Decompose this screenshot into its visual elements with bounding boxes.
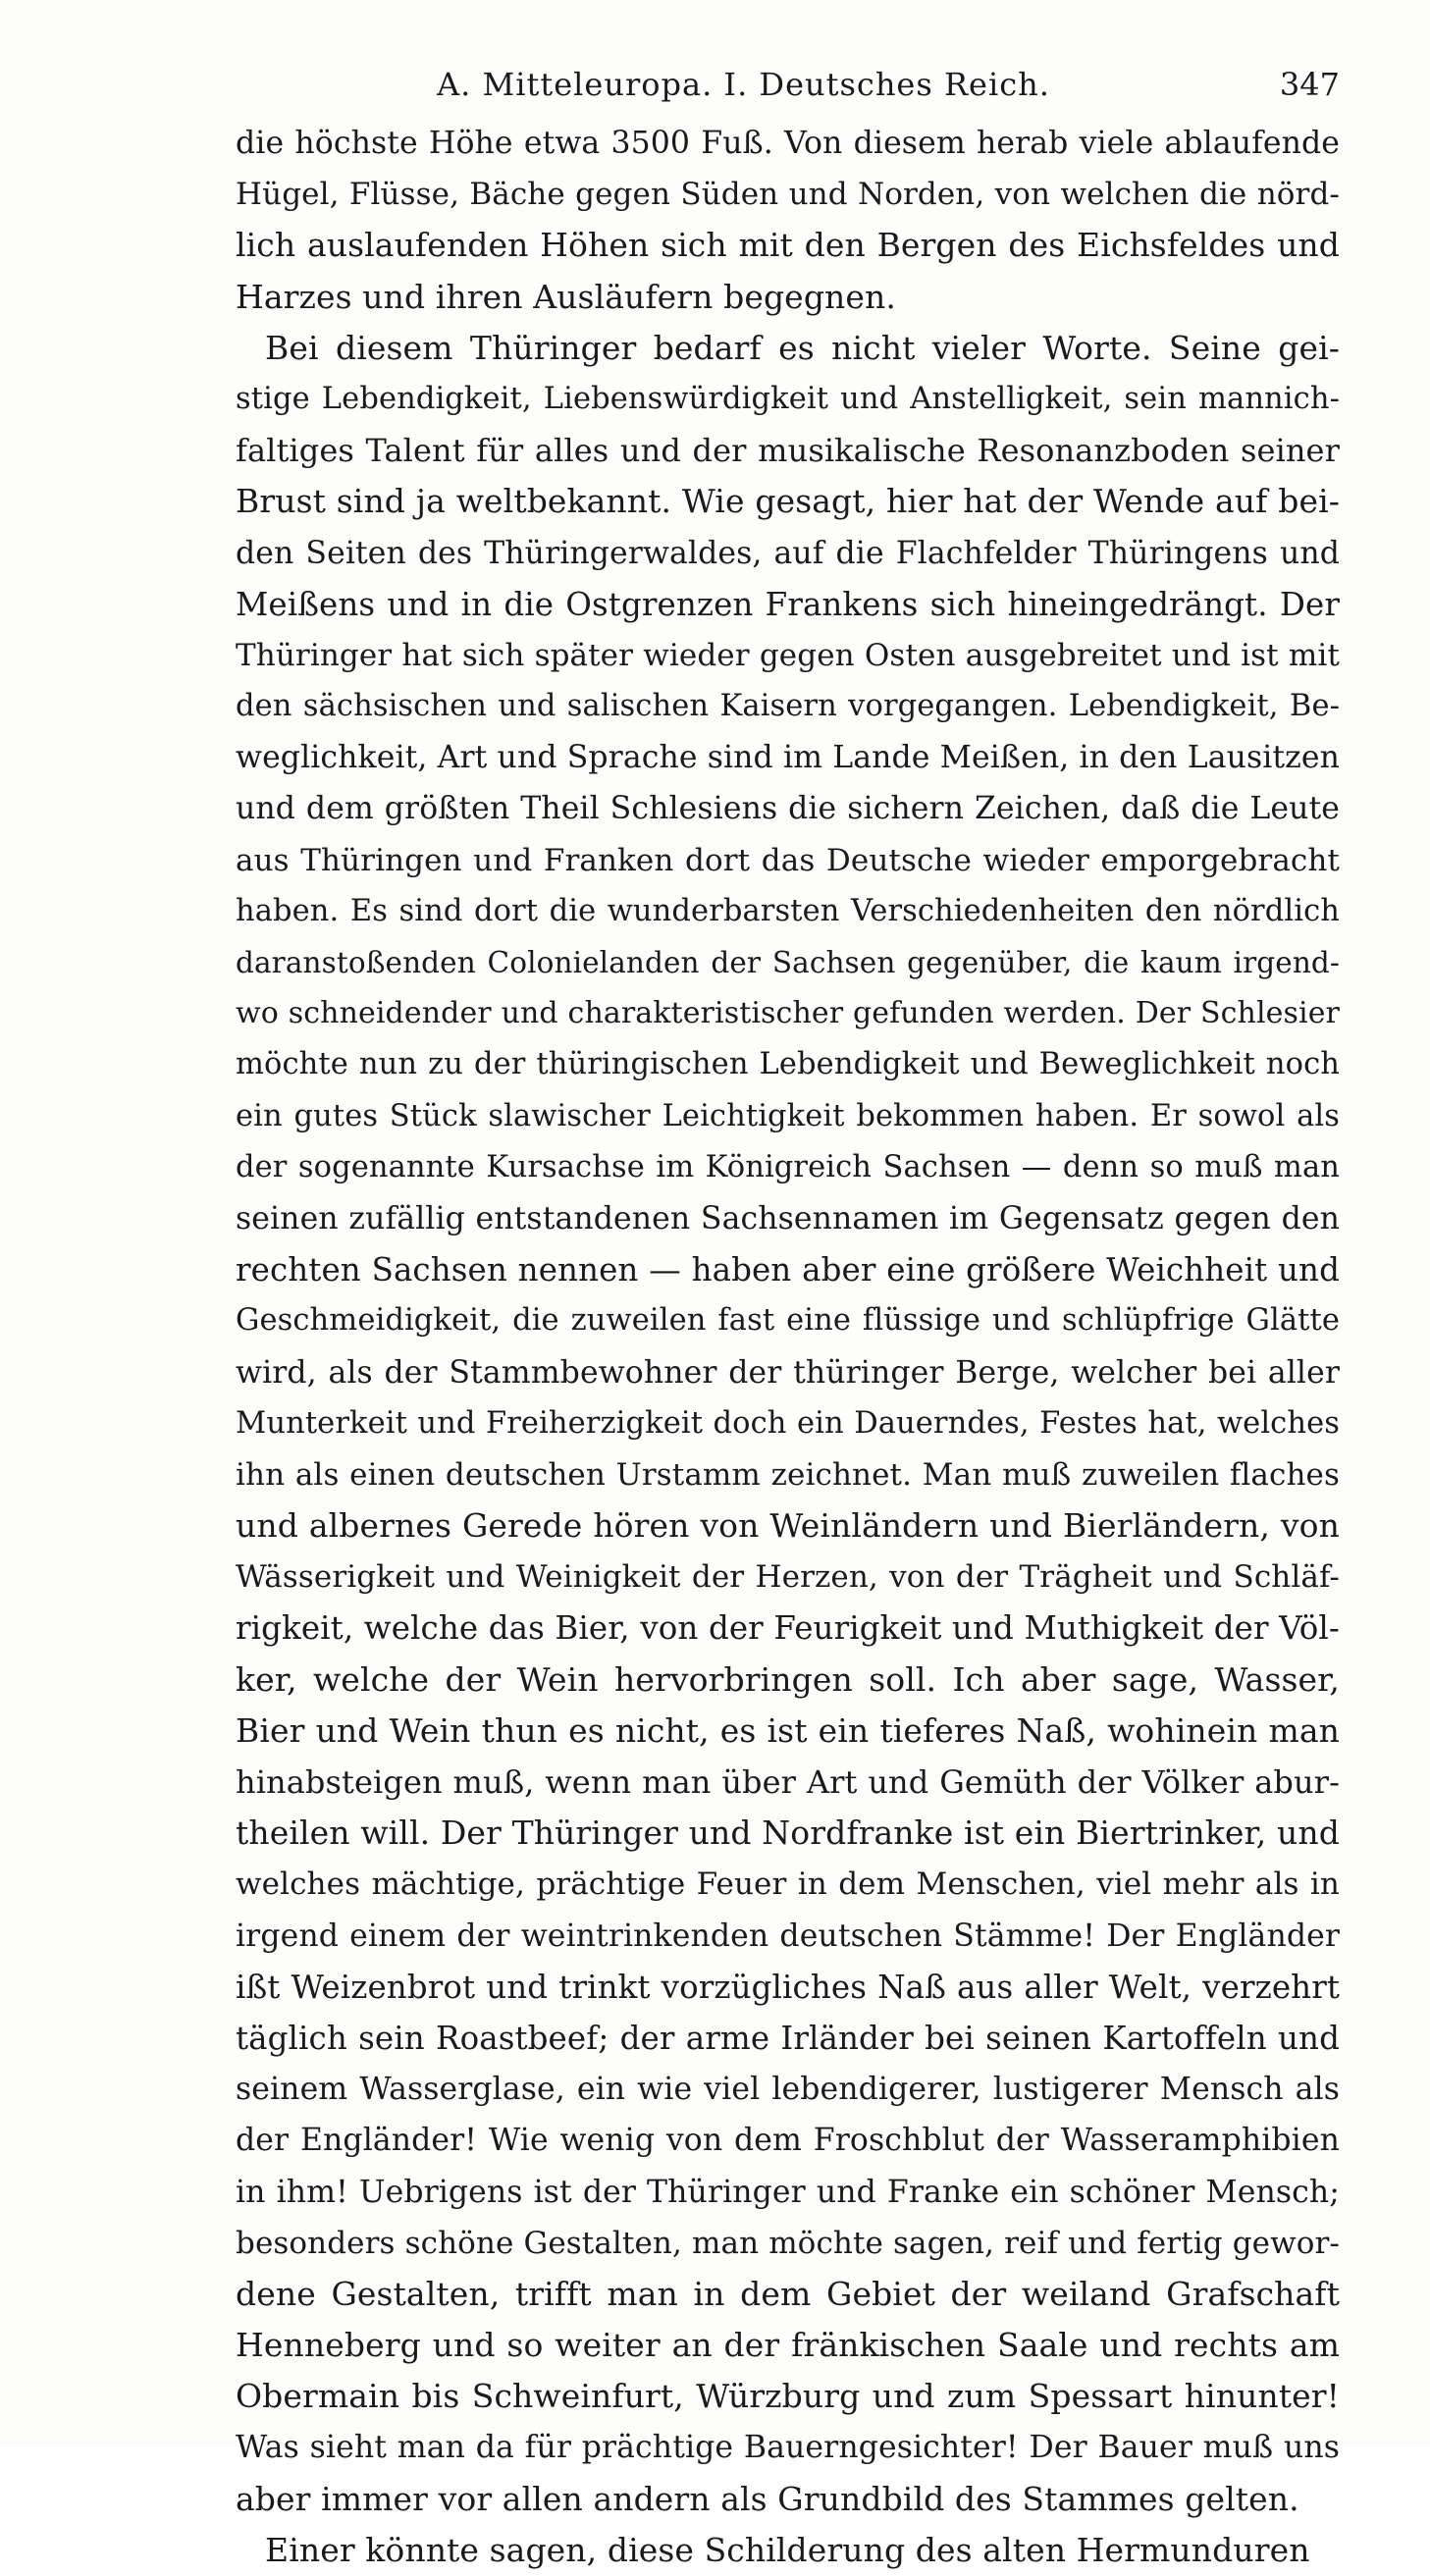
text-line: irgend einem der weintrinkenden deutschen Stämme! Der Engländer: [236, 1918, 1340, 1954]
text-line: Einer könnte sagen, diese Schilderung des alten Hermunduren: [265, 2530, 1310, 2569]
text-line: Munterkeit und Freiherzigkeit doch ein Dauerndes, Festes hat, welches: [236, 1405, 1340, 1441]
text-line: aber immer vor allen andern als Grundbild des Stammes gelten.: [236, 2479, 1299, 2518]
text-line: Brust sind ja weltbekannt. Wie gesagt, hier hat der Wende auf bei-: [236, 482, 1340, 521]
text-line: ein gutes Stück slawischer Leichtigkeit bekommen haben. Er sowol als: [236, 1098, 1340, 1133]
text-line: in ihm! Uebrigens ist der Thüringer und Franke ein schöner Mensch;: [236, 2174, 1340, 2210]
running-head: A. Mitteleuropa. I. Deutsches Reich.: [437, 66, 1050, 103]
text-line: Hügel, Flüsse, Bäche gegen Süden und Norden, von welchen die nörd-: [236, 177, 1340, 213]
paragraph: [236, 2525, 1340, 2576]
text-line: und albernes Gerede hören von Weinländern und Bierländern, von: [236, 1506, 1340, 1546]
text-line: Wässerigkeit und Weinigkeit der Herzen, von der Trägheit und Schläf-: [236, 1559, 1340, 1596]
text-line: ker, welche der Wein hervorbringen soll. Ich aber sage, Wasser,: [236, 1659, 1340, 1699]
text-line: der Engländer! Wie wenig von dem Froschblut der Wasseramphibien: [236, 2123, 1340, 2159]
text-line: faltiges Talent für alles und der musikalische Resonanzboden seiner: [236, 432, 1340, 470]
text-line: stige Lebendigkeit, Liebenswürdigkeit und Anstelligkeit, sein mannich-: [236, 381, 1340, 416]
text-line: den sächsischen und salischen Kaisern vorgegangen. Lebendigkeit, Be-: [236, 689, 1340, 724]
text-line: hinabsteigen muß, wenn man über Art und Gemüth der Völker abur-: [236, 1763, 1340, 1801]
text-line: Bei diesem Thüringer bedarf es nicht vieler Worte. Seine gei-: [265, 328, 1340, 367]
body-text: [236, 118, 1340, 2569]
text-line: theilen will. Der Thüringer und Nordfranke ist ein Biertrinker, und: [236, 1814, 1340, 1853]
text-line: Geschmeidigkeit, die zuweilen fast eine flüssige und schlüpfrige Glätte: [236, 1303, 1340, 1339]
text-line: Henneberg und so weiter an der fränkischen Saale und rechts am: [236, 2326, 1340, 2365]
text-line: Thüringer hat sich später wieder gegen Osten ausgebreitet und ist mit: [236, 637, 1340, 673]
text-line: ißt Weizenbrot und trinkt vorzügliches Naß aus aller Welt, verzehrt: [236, 1968, 1340, 2006]
text-line: der sogenannte Kursachse im Königreich Sachsen — denn so muß man: [236, 1149, 1340, 1184]
text-line: wo schneidender und charakteristischer gefunden werden. Der Schlesier: [236, 996, 1340, 1031]
text-line: Was sieht man da für prächtige Bauerngesichter! Der Bauer muß uns: [236, 2430, 1340, 2466]
text-line: Obermain bis Schweinfurt, Würzburg und zum Spessart hinunter!: [236, 2377, 1340, 2416]
text-line: die höchste Höhe etwa 3500 Fuß. Von diesem herab viele ablaufende: [236, 126, 1340, 161]
text-line: seinen zufällig entstandenen Sachsennamen im Gegensatz gegen den: [236, 1200, 1340, 1236]
text-line: dene Gestalten, trifft man in dem Gebiet der weiland Grafschaft: [236, 2274, 1340, 2313]
text-line: daranstoßenden Colonielanden der Sachsen gegenüber, die kaum irgend-: [236, 946, 1340, 979]
text-line: rechten Sachsen nennen — haben aber eine größere Weichheit und: [236, 1251, 1340, 1289]
text-line: Meißens und in die Ostgrenzen Frankens sich hineingedrängt. Der: [236, 585, 1340, 623]
page-header: [236, 59, 1340, 110]
text-line: möchte nun zu der thüringischen Lebendigkeit und Beweglichkeit noch: [236, 1047, 1340, 1082]
text-line: und dem größten Theil Schlesiens die sichern Zeichen, daß die Leute: [236, 791, 1340, 827]
paragraph: [236, 323, 1340, 2525]
text-line: ihn als einen deutschen Urstamm zeichnet. Man muß zuweilen flaches: [236, 1456, 1340, 1493]
text-line: Bier und Wein thun es nicht, es ist ein tieferes Naß, wohinein man: [236, 1710, 1340, 1750]
text-line: haben. Es sind dort die wunderbarsten Verschiedenheiten den nördlich: [236, 893, 1340, 928]
text-line: welches mächtige, prächtige Feuer in dem Menschen, viel mehr als in: [236, 1866, 1340, 1903]
text-line: besonders schöne Gestalten, man möchte sagen, reif und fertig gewor-: [236, 2225, 1340, 2261]
text-line: seinem Wasserglase, ein wie viel lebendigerer, lustigerer Mensch als: [236, 2072, 1340, 2108]
text-line: den Seiten des Thüringerwaldes, auf die Flachfelder Thüringens und: [236, 535, 1340, 571]
text-line: aus Thüringen und Franken dort das Deutsche wieder emporgebracht: [236, 842, 1340, 878]
text-line: täglich sein Roastbeef; der arme Irländer bei seinen Kartoffeln und: [236, 2019, 1340, 2057]
text-line: Harzes und ihren Ausläufern begegnen.: [236, 277, 896, 316]
text-line: wird, als der Stammbewohner der thüringer Berge, welcher bei aller: [236, 1354, 1340, 1391]
paragraph: [236, 118, 1340, 323]
text-line: rigkeit, welche das Bier, von der Feurigkeit und Muthigkeit der Völ-: [236, 1609, 1340, 1648]
text-line: weglichkeit, Art und Sprache sind im Lande Meißen, in den Lausitzen: [236, 740, 1340, 776]
page-number: 347: [1279, 66, 1340, 103]
text-line: lich auslaufenden Höhen sich mit den Bergen des Eichsfeldes und: [236, 226, 1340, 265]
